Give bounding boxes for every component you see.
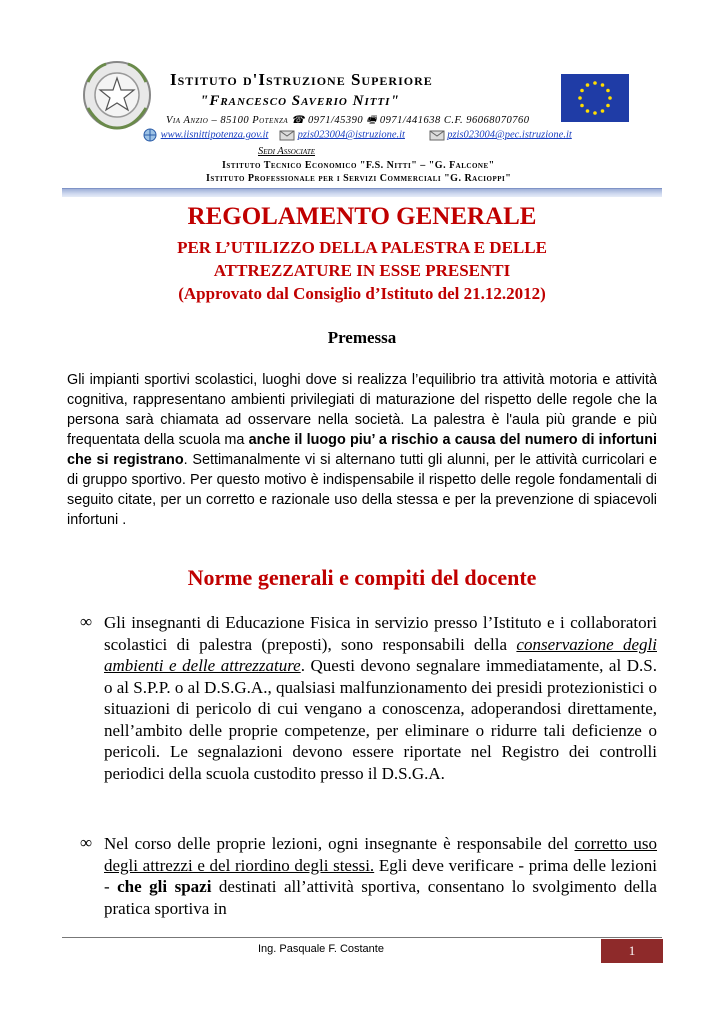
footer-divider [62,937,662,938]
rule-item-2-bold: che gli spazi [117,877,212,896]
bullet-infinity-icon: ∞ [80,833,93,852]
eu-star-icon [578,96,582,100]
premessa-text-end: . Settimanalmente vi si alternano tutti gli alunni, per le attività curricolari e di gruppo sportivo. Per questo motivo è indispensabile il rispetto delle regole fondamentali di seguito citate, per un corretto e razionale uso della stessa e per la prevenzione di spiacevoli infortuni . [67,452,658,528]
rule-item-2-text: Nel corso delle proprie lezioni, ogni insegnante è responsabile del [104,834,575,853]
rule-item-2 [104,833,657,919]
institute-name: "Francesco Saverio Nitti" [200,93,400,109]
rule-item-1-text: Gli insegnanti di Educazione Fisica in servizio presso l’Istituto e i collaboratori scolastici di palestra (preposti), sono responsabili della [104,613,657,654]
eu-star-icon [601,109,605,113]
premessa-paragraph [67,370,657,530]
email-link[interactable]: pzis023004@istruzione.it [297,129,405,141]
eu-star-icon [580,89,584,93]
contact-links [142,128,582,148]
document-title: REGOLAMENTO GENERALE [187,203,537,230]
eu-star-icon [586,83,590,87]
rule-item-2-text-mid: Egli deve verificare - prima delle lezioni - [104,855,657,896]
rule-item-2-underlined: corretto uso degli attrezzi e del riordino degli stessi. [104,834,658,875]
associated-school-2: Istituto Professionale per i Servizi Commerciali "G. Racioppi" [206,173,512,184]
associated-school-1: Istituto Tecnico Economico "F.S. Nitti" – "G. Falcone" [222,160,495,171]
premessa-text: Gli impianti sportivi scolastici, luoghi dove si realizza l’equilibrio tra attività motoria e attività cognitiva, rappresentano ambienti privilegiati di maturazione del rispetto delle regole che la persona sarà chiamata ad osservare nella società. La palestra è l'aula più grande e più frequentata della scuola ma [67,372,657,448]
header-divider [62,188,662,197]
eu-star-icon [608,96,612,100]
pec-link[interactable]: pzis023004@pec.istruzione.it [447,129,572,141]
italian-republic-emblem-icon [80,58,154,132]
envelope-icon [279,128,295,142]
premessa-bold-text: anche il luogo piu’ a rischio a causa del numero di infortuni che si registrano [67,432,658,468]
eu-star-icon [593,111,597,115]
bullet-infinity-icon: ∞ [80,612,93,631]
eu-star-icon [606,89,610,93]
eu-star-icon [606,104,610,108]
globe-icon [142,128,158,142]
eu-star-icon [586,109,590,113]
eu-star-icon [593,81,597,85]
eu-star-icon [601,83,605,87]
page-number: 1 [601,939,663,963]
document-subtitle-line2: ATTREZZATURE IN ESSE PRESENTI [213,261,511,280]
envelope-icon [429,128,445,142]
rule-item-1 [104,612,657,784]
rule-item-1-text-end: . Questi devono segnalare immediatamente, al D.S. o al S.P.P. o al D.S.G.A., qualsiasi malfunzionamento dei presidi protezionistici o situazioni di pericolo di cui vengano a conoscenza, adoperandosi direttamente, nell’ambito delle proprie competenze, per eliminare o ridurre tali deficienze o pericoli. Le segnalazioni devono essere riportate nel Registro dei controlli periodici della scuola custodito presso il D.S.G.A. [104,656,657,783]
premessa-heading: Premessa [327,328,397,347]
document-subtitle-line1: PER L’UTILIZZO DELLA PALESTRA E DELLE [177,238,547,257]
rule-item-2-text-end: destinati all’attività sportiva, consentano lo svolgimento della pratica sportiva in [104,877,657,918]
sedi-label: Sedi Associate [258,146,316,157]
institute-address: Via Anzio – 85100 Potenza ☎ 0971/45390 🖷 0971/441638 C.F. 96068070760 [166,115,530,126]
eu-star-icon [580,104,584,108]
approval-note: (Approvato dal Consiglio d’Istituto del 21.12.2012) [178,284,546,303]
eu-flag-icon [561,74,629,122]
section-heading: Norme generali e compiti del docente [187,565,537,590]
website-link[interactable]: www.iisnittipotenza.gov.it [160,129,269,141]
footer-author: Ing. Pasquale F. Costante [258,943,384,955]
rule-item-1-underlined: conservazione degli ambienti e delle attrezzature [104,634,657,675]
institute-title: Istituto d'Istruzione Superiore [170,70,433,89]
